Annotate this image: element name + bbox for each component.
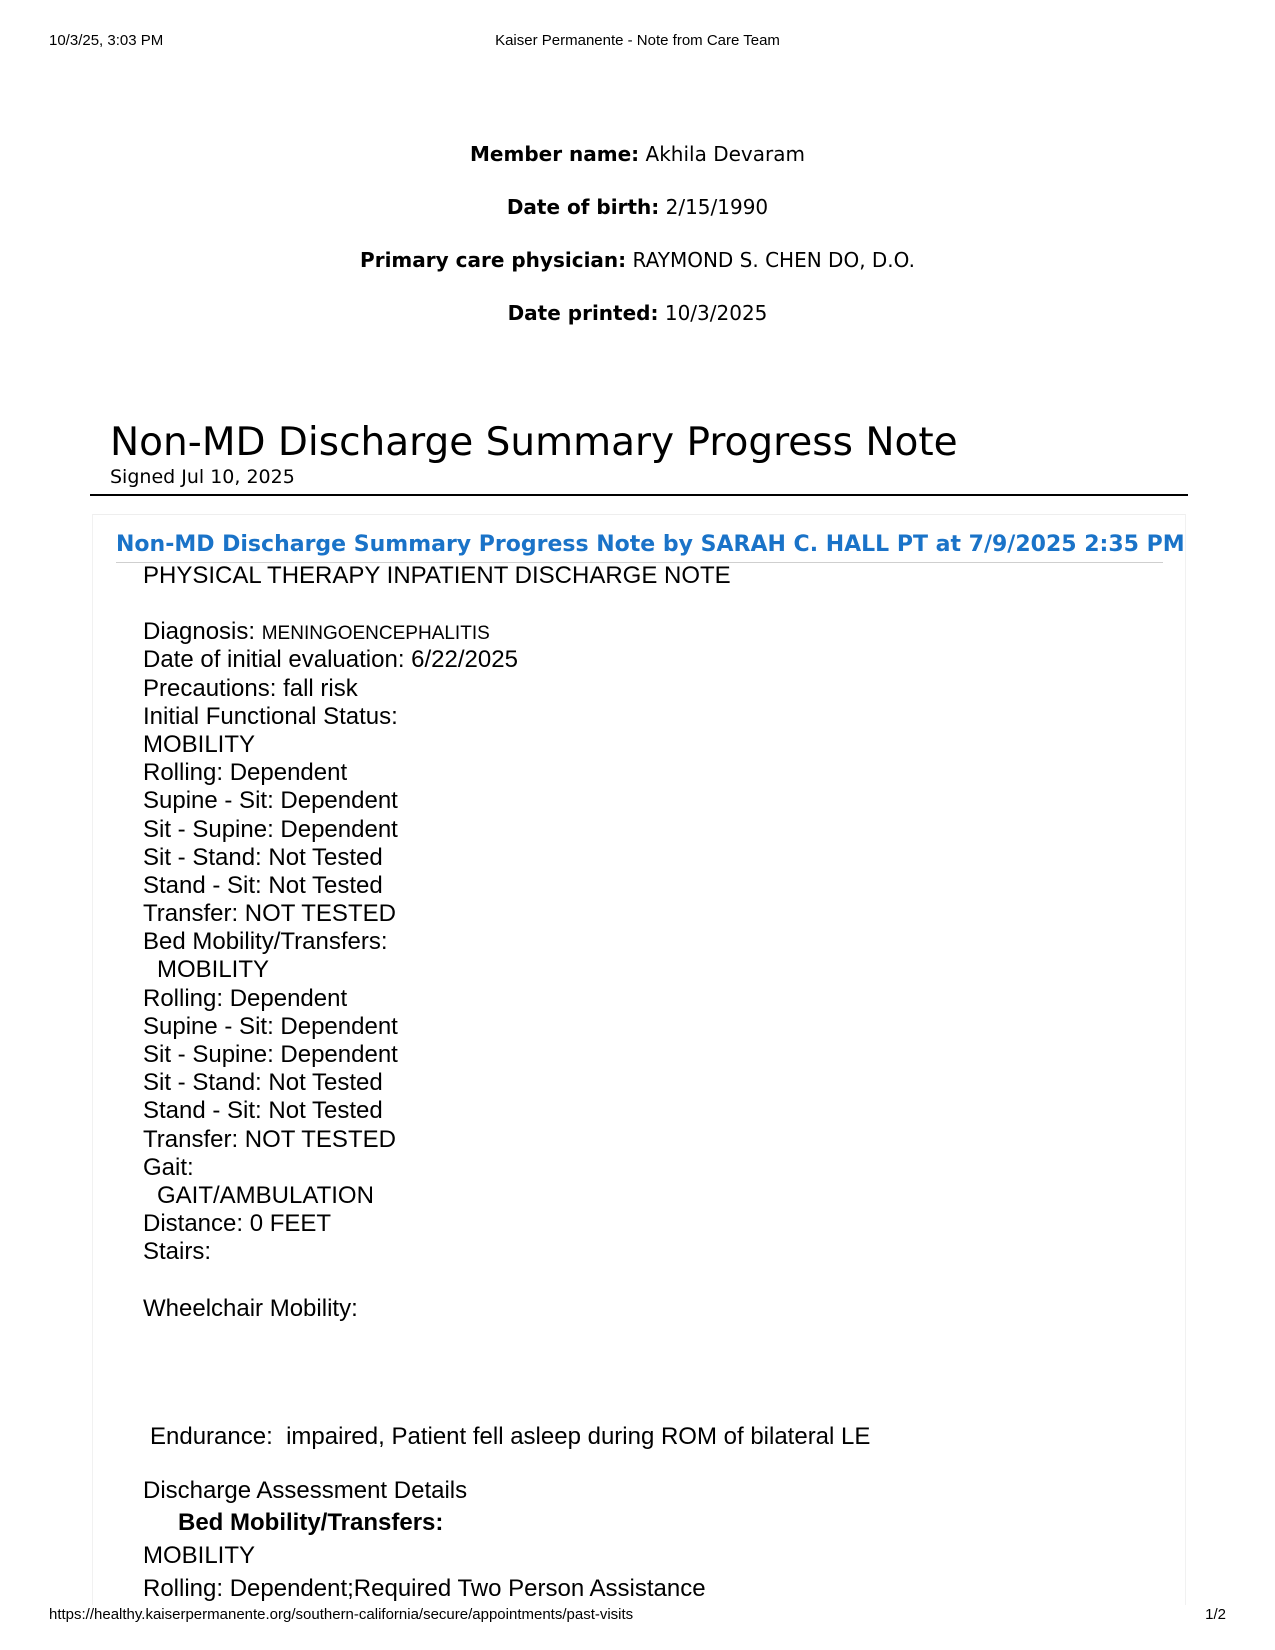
spacer — [143, 1451, 1143, 1477]
pcp-row — [0, 246, 1275, 299]
date-printed-label: Date printed: — [507, 301, 659, 325]
note-heading: PHYSICAL THERAPY INPATIENT DISCHARGE NOTE — [143, 562, 731, 589]
print-url: https://healthy.kaiserpermanente.org/southern-california/secure/appointments/past-visits — [49, 1606, 634, 1623]
endurance-line: Endurance: impaired, Patient fell asleep during ROM of bilateral LE — [150, 1422, 871, 1450]
dob-value: 2/15/1990 — [665, 195, 769, 219]
mobility-line: MOBILITY — [157, 956, 270, 984]
print-page-title: Kaiser Permanente - Note from Care Team — [495, 32, 780, 49]
date-printed-value: 10/3/2025 — [664, 301, 768, 325]
stand-sit-line: Stand - Sit: Not Tested — [143, 1097, 383, 1125]
diagnosis-value: MENINGOENCEPHALITIS — [261, 623, 490, 645]
transfer-line: Transfer: NOT TESTED — [143, 1125, 396, 1153]
diagnosis-label: Diagnosis: — [143, 618, 262, 646]
member-name-label: Member name: — [470, 142, 640, 166]
wheelchair-line: Wheelchair Mobility: — [143, 1294, 358, 1322]
precautions-line: Precautions: fall risk — [143, 674, 358, 702]
title-divider — [90, 494, 1188, 496]
signed-date: Signed Jul 10, 2025 — [110, 466, 295, 488]
mobility-line: MOBILITY — [143, 1542, 256, 1570]
dob-label: Date of birth: — [506, 195, 660, 219]
initial-status-line: Initial Functional Status: — [143, 702, 398, 730]
supine-sit-line: Supine - Sit: Dependent — [143, 1012, 398, 1040]
sit-supine-line: Sit - Supine: Dependent — [143, 1041, 398, 1068]
gait-line: Gait: — [143, 1153, 194, 1181]
distance-line: Distance: 0 FEET — [143, 1210, 332, 1238]
member-name-row — [0, 140, 1275, 193]
rolling-line: Rolling: Dependent;Required Two Person Assistance — [143, 1575, 706, 1603]
note-title: Non-MD Discharge Summary Progress Note — [110, 420, 958, 465]
pcp-value: RAYMOND S. CHEN DO, D.O. — [632, 248, 915, 272]
discharge-details-line: Discharge Assessment Details — [143, 1476, 468, 1504]
spacer — [143, 590, 1143, 618]
note-author-header: Non-MD Discharge Summary Progress Note by SARAH C. HALL PT at 7/9/2025 2:35 PM — [116, 532, 1185, 557]
stand-sit-line: Stand - Sit: Not Tested — [143, 871, 383, 899]
transfer-line: Transfer: NOT TESTED — [143, 900, 396, 928]
supine-sit-line: Supine - Sit: Dependent — [143, 787, 398, 815]
dob-row — [0, 193, 1275, 246]
discharge-bed-mobility-heading: Bed Mobility/Transfers: — [178, 1509, 444, 1537]
mobility-line: MOBILITY — [143, 730, 256, 758]
initial-eval-line: Date of initial evaluation: 6/22/2025 — [143, 646, 518, 674]
print-footer — [49, 1606, 1226, 1626]
stairs-line: Stairs: — [143, 1238, 212, 1266]
sit-stand-line: Sit - Stand: Not Tested — [143, 843, 383, 871]
note-body — [143, 562, 1143, 1604]
gait-ambulation-line: GAIT/AMBULATION — [157, 1181, 374, 1209]
member-info — [0, 140, 1275, 352]
member-name: Akhila Devaram — [645, 142, 805, 166]
rolling-line: Rolling: Dependent — [143, 759, 348, 787]
sit-stand-line: Sit - Stand: Not Tested — [143, 1069, 383, 1097]
spacer — [143, 1267, 1143, 1295]
rolling-line: Rolling: Dependent — [143, 984, 348, 1012]
sit-supine-line: Sit - Supine: Dependent — [143, 815, 398, 843]
print-header — [49, 32, 1226, 52]
spacer — [143, 1323, 1143, 1423]
bed-mobility-line: Bed Mobility/Transfers: — [143, 928, 388, 956]
print-timestamp: 10/3/25, 3:03 PM — [49, 32, 164, 49]
page-number: 1/2 — [1205, 1606, 1226, 1623]
pcp-label: Primary care physician: — [360, 248, 627, 272]
date-printed-row — [0, 299, 1275, 352]
diagnosis-line — [143, 618, 1143, 646]
